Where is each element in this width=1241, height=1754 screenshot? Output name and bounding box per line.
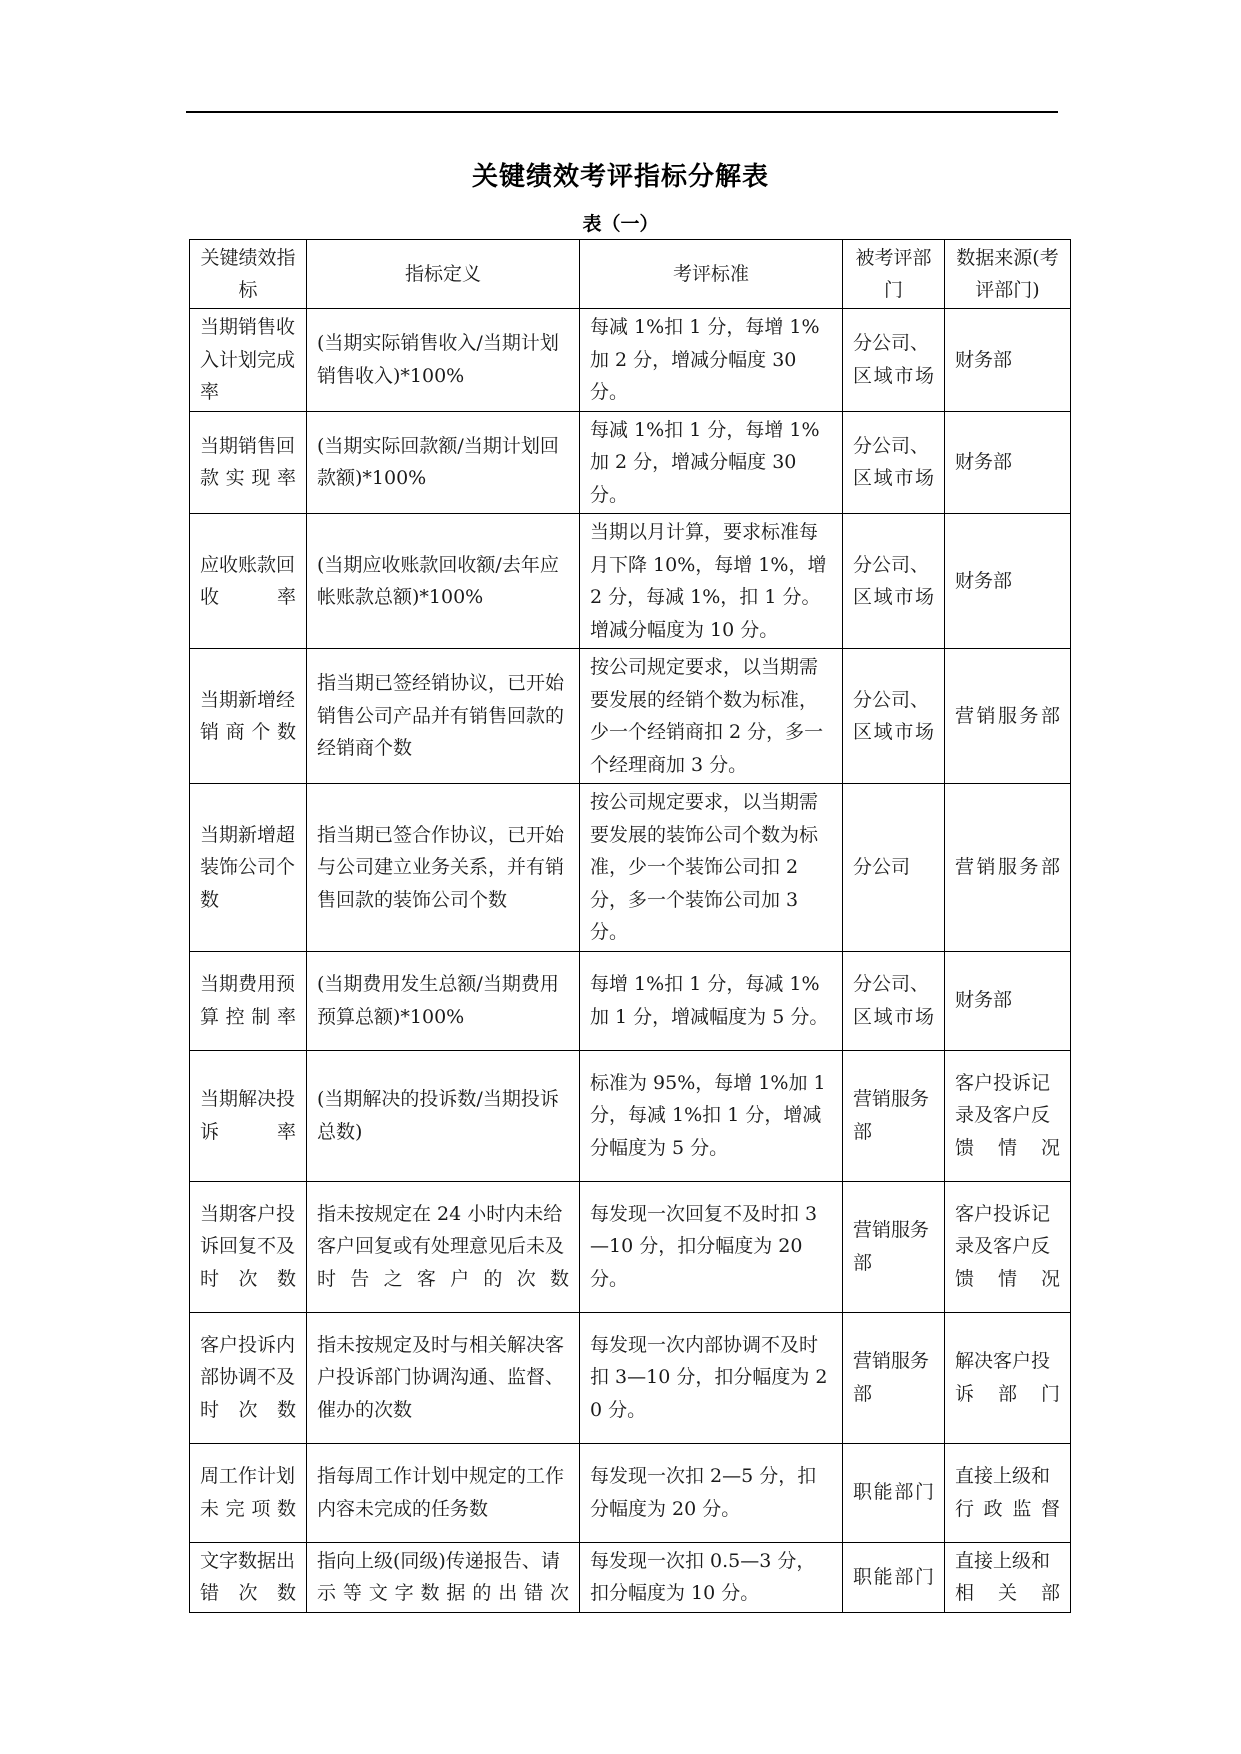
cell-kpi: 当期销售收入计划完成率: [190, 309, 307, 412]
cell-standard: 按公司规定要求，以当期需要发展的经销个数为标准，少一个经销商扣 2 分，多一个经理商加 3 分。: [580, 649, 843, 784]
header-dept: 被考评部门: [843, 240, 945, 309]
cell-standard: 每发现一次扣 0.5—3 分，扣分幅度为 10 分。: [580, 1542, 843, 1612]
cell-kpi: 周工作计划未完项数: [190, 1443, 307, 1542]
header-definition: 指标定义: [307, 240, 580, 309]
cell-kpi: 当期解决投诉率: [190, 1050, 307, 1181]
cell-standard: 当期以月计算，要求标准每月下降 10%，每增 1%，增 2 分，每减 1%，扣 1 分。增减分幅度为 10 分。: [580, 514, 843, 649]
cell-dept: 营销服务部: [843, 1312, 945, 1443]
document-title: 关键绩效考评指标分解表: [471, 162, 769, 192]
kpi-table: [189, 239, 1071, 1613]
cell-source: 营销服务部: [945, 784, 1071, 952]
cell-definition: (当期应收账款回收额/去年应帐账款总额)*100%: [307, 514, 580, 649]
table-row: [190, 649, 1071, 784]
cell-dept: 职能部门: [843, 1443, 945, 1542]
table-row: [190, 411, 1071, 514]
cell-dept: 分公司、区域市场: [843, 951, 945, 1050]
cell-dept: 营销服务部: [843, 1181, 945, 1312]
cell-standard: 每发现一次扣 2—5 分，扣分幅度为 20 分。: [580, 1443, 843, 1542]
cell-definition: 指当期已签合作协议，已开始与公司建立业务关系，并有销售回款的装饰公司个数: [307, 784, 580, 952]
cell-definition: 指未按规定在 24 小时内未给客户回复或有处理意见后未及时告之客户的次数: [307, 1181, 580, 1312]
cell-standard: 每减 1%扣 1 分，每增 1%加 2 分，增减分幅度 30 分。: [580, 411, 843, 514]
cell-standard: 每发现一次回复不及时扣 3—10 分，扣分幅度为 20 分。: [580, 1181, 843, 1312]
cell-kpi: 应收账款回收率: [190, 514, 307, 649]
cell-definition: 指每周工作计划中规定的工作内容未完成的任务数: [307, 1443, 580, 1542]
table-row: [190, 514, 1071, 649]
table-row: [190, 784, 1071, 952]
cell-source: 直接上级和行政监督: [945, 1443, 1071, 1542]
cell-source: 营销服务部: [945, 649, 1071, 784]
cell-standard: 按公司规定要求，以当期需要发展的装饰公司个数为标准，少一个装饰公司扣 2 分，多一个装饰公司加 3 分。: [580, 784, 843, 952]
cell-source: 财务部: [945, 411, 1071, 514]
cell-source: 财务部: [945, 514, 1071, 649]
table-header-row: [190, 240, 1071, 309]
cell-dept: 营销服务部: [843, 1050, 945, 1181]
table-row: [190, 1181, 1071, 1312]
cell-standard: 每增 1%扣 1 分，每减 1%加 1 分，增减幅度为 5 分。: [580, 951, 843, 1050]
cell-dept: 分公司: [843, 784, 945, 952]
cell-dept: 分公司、区域市场: [843, 309, 945, 412]
cell-dept: 职能部门: [843, 1542, 945, 1612]
cell-source: 客户投诉记录及客户反馈情况: [945, 1050, 1071, 1181]
table-row: [190, 1443, 1071, 1542]
cell-dept: 分公司、区域市场: [843, 514, 945, 649]
table-caption: 表（一）: [582, 213, 659, 235]
cell-kpi: 当期新增超装饰公司个数: [190, 784, 307, 952]
header-rule: [186, 111, 1058, 113]
cell-definition: (当期实际销售收入/当期计划销售收入)*100%: [307, 309, 580, 412]
cell-standard: 每发现一次内部协调不及时扣 3—10 分，扣分幅度为 20 分。: [580, 1312, 843, 1443]
cell-kpi: 当期客户投诉回复不及时次数: [190, 1181, 307, 1312]
cell-standard: 标准为 95%，每增 1%加 1 分，每减 1%扣 1 分，增减分幅度为 5 分。: [580, 1050, 843, 1181]
table-row: [190, 309, 1071, 412]
cell-definition: (当期实际回款额/当期计划回款额)*100%: [307, 411, 580, 514]
cell-kpi: 当期费用预算控制率: [190, 951, 307, 1050]
cell-definition: 指向上级(同级)传递报告、请示等文字数据的出错次: [307, 1542, 580, 1612]
cell-kpi: 当期销售回款实现率: [190, 411, 307, 514]
cell-source: 财务部: [945, 951, 1071, 1050]
cell-kpi: 文字数据出错次数: [190, 1542, 307, 1612]
cell-dept: 分公司、区域市场: [843, 411, 945, 514]
table-row: [190, 1050, 1071, 1181]
table-row: [190, 1312, 1071, 1443]
table-row: [190, 951, 1071, 1050]
cell-source: 客户投诉记录及客户反馈情况: [945, 1181, 1071, 1312]
cell-definition: 指未按规定及时与相关解决客户投诉部门协调沟通、监督、催办的次数: [307, 1312, 580, 1443]
cell-standard: 每减 1%扣 1 分，每增 1%加 2 分，增减分幅度 30 分。: [580, 309, 843, 412]
cell-dept: 分公司、区域市场: [843, 649, 945, 784]
header-source: 数据来源(考评部门): [945, 240, 1071, 309]
cell-definition: 指当期已签经销协议，已开始销售公司产品并有销售回款的经销商个数: [307, 649, 580, 784]
cell-definition: (当期解决的投诉数/当期投诉总数): [307, 1050, 580, 1181]
cell-kpi: 当期新增经销商个数: [190, 649, 307, 784]
cell-source: 解决客户投诉部门: [945, 1312, 1071, 1443]
header-kpi: 关键绩效指标: [190, 240, 307, 309]
cell-source: 直接上级和相关部: [945, 1542, 1071, 1612]
header-standard: 考评标准: [580, 240, 843, 309]
cell-kpi: 客户投诉内部协调不及时次数: [190, 1312, 307, 1443]
table-row: [190, 1542, 1071, 1612]
cell-definition: (当期费用发生总额/当期费用预算总额)*100%: [307, 951, 580, 1050]
cell-source: 财务部: [945, 309, 1071, 412]
